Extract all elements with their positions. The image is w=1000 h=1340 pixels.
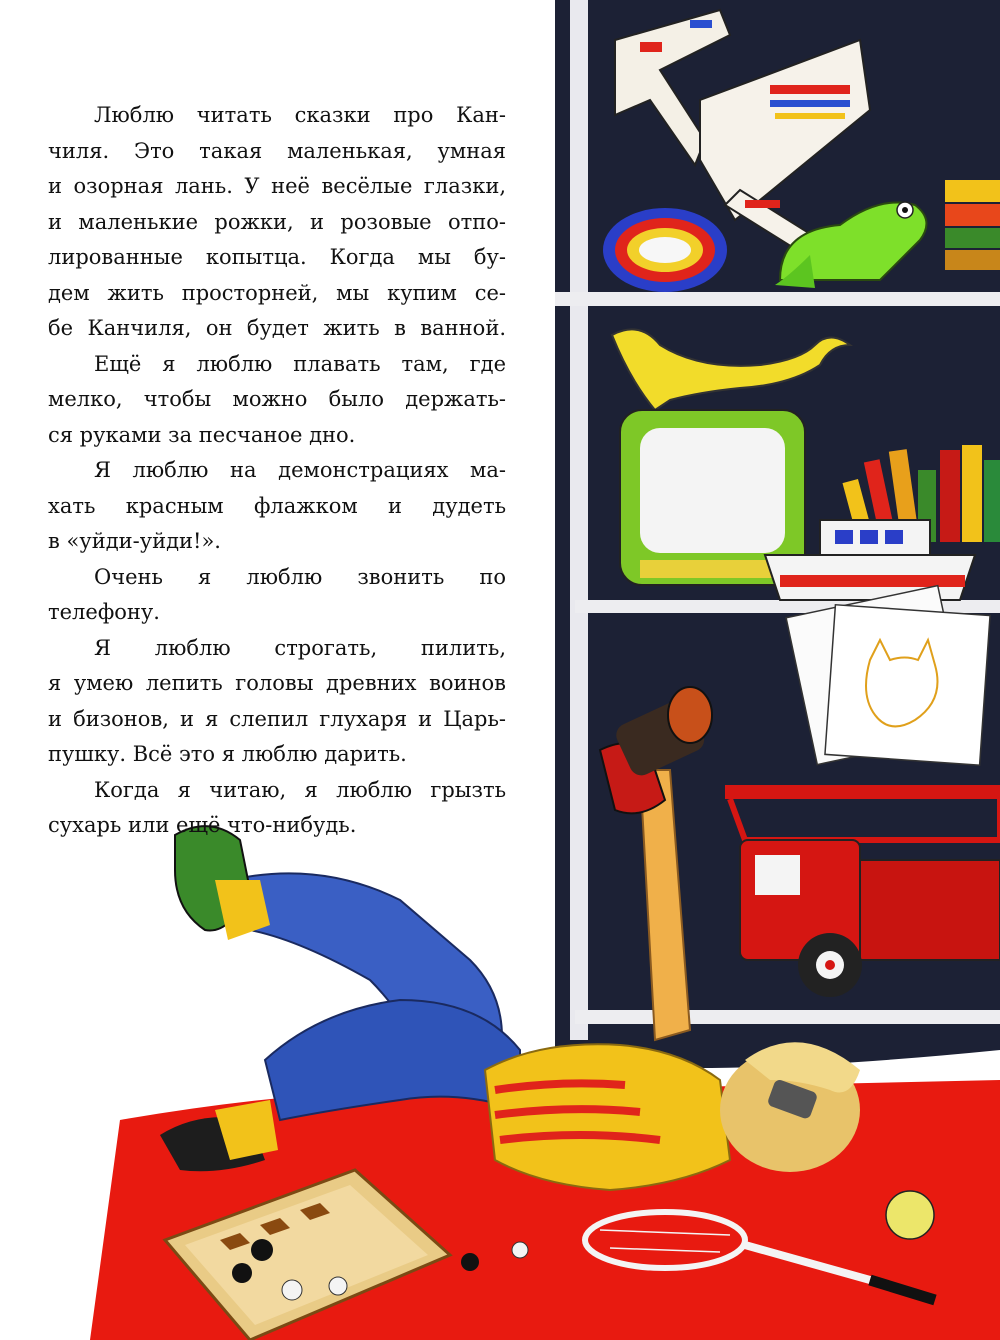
text-line: дем жить просторней, мы купим се-	[48, 280, 506, 305]
text-line: я умею лепить головы древних воинов	[48, 671, 506, 695]
diving-mask	[603, 208, 727, 292]
story-text	[48, 98, 506, 844]
text-line: Люблю читать сказки про Кан-	[94, 103, 506, 127]
text-line: лированные копытца. Когда мы бу-	[48, 245, 506, 269]
text-line: чиля. Это такая маленькая, умная	[48, 138, 506, 163]
books-top	[945, 180, 1000, 270]
text-line: и озорная лань. У неё весёлые глазки,	[48, 174, 506, 198]
tennis-ball	[886, 1191, 934, 1239]
text-line: Ещё я люблю плавать там, где	[94, 351, 506, 376]
text-line: мелко, чтобы можно было держать-	[48, 387, 506, 411]
text-line: ся руками за песчаное дно.	[48, 422, 356, 447]
text-line: и маленькие рожки, и розовые отпо-	[48, 209, 506, 234]
text-line: в «уйди-уйди!».	[48, 529, 221, 553]
text-line: Очень я люблю звонить по	[94, 564, 506, 589]
text-line: Когда я читаю, я люблю грызть	[94, 777, 506, 802]
text-line: хать красным флажком и дудеть	[48, 493, 506, 518]
text-line: и бизонов, и я слепил глухаря и Царь-	[48, 706, 506, 731]
text-line: Я люблю строгать, пилить,	[94, 635, 506, 660]
text-line: бе Канчиля, он будет жить в ванной.	[48, 316, 506, 340]
text-line: сухарь или ещё что-нибудь.	[48, 813, 357, 837]
text-line: телефону.	[48, 600, 160, 624]
text-line: пушку. Всё это я люблю дарить.	[48, 742, 407, 766]
text-line: Я люблю на демонстрациях ма-	[94, 458, 506, 482]
